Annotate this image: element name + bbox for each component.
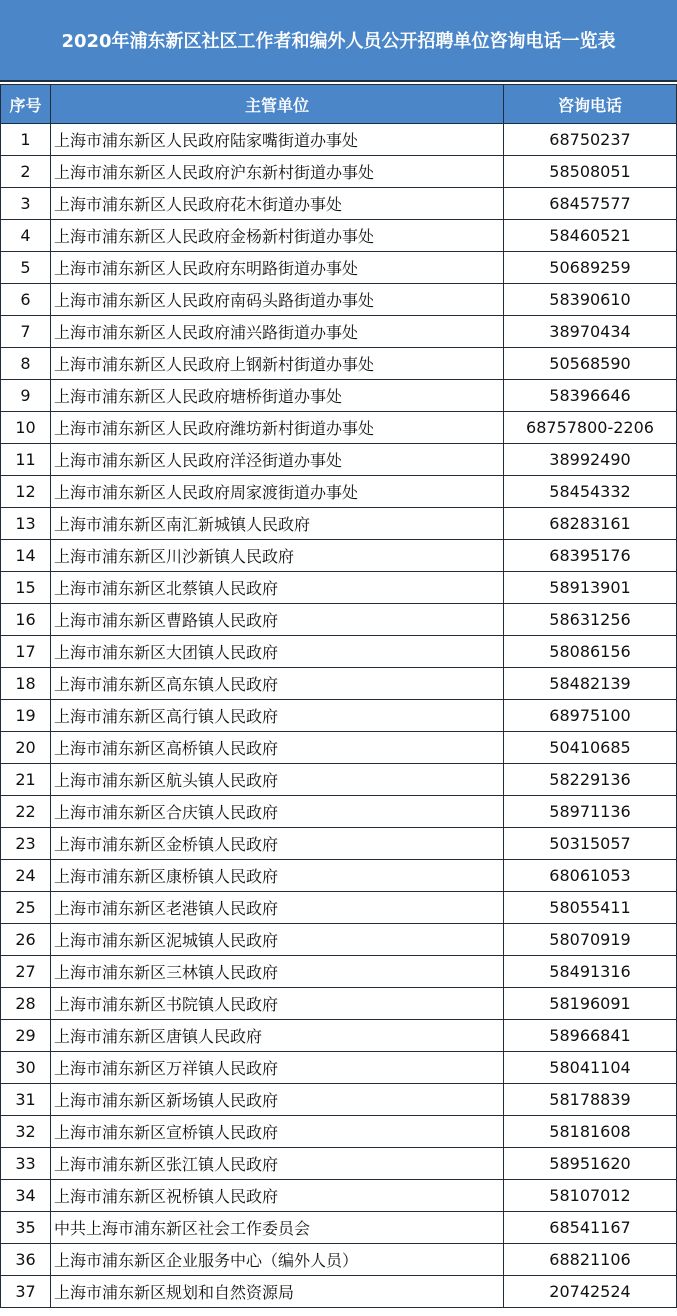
row-phone: 68395176 <box>504 540 677 572</box>
row-phone: 38970434 <box>504 316 677 348</box>
table-row <box>1 348 677 380</box>
row-phone: 58482139 <box>504 668 677 700</box>
row-phone: 20742524 <box>504 1276 677 1308</box>
table-row <box>1 1052 677 1084</box>
table-row <box>1 252 677 284</box>
table-row <box>1 732 677 764</box>
row-unit: 上海市浦东新区南汇新城镇人民政府 <box>51 508 504 540</box>
table-row <box>1 508 677 540</box>
row-unit: 上海市浦东新区人民政府潍坊新村街道办事处 <box>51 412 504 444</box>
row-index: 12 <box>1 476 51 508</box>
row-unit: 上海市浦东新区人民政府上钢新村街道办事处 <box>51 348 504 380</box>
table-row <box>1 1212 677 1244</box>
row-unit: 上海市浦东新区企业服务中心（编外人员） <box>51 1244 504 1276</box>
row-phone: 50689259 <box>504 252 677 284</box>
header-row <box>1 85 677 124</box>
table-row <box>1 1116 677 1148</box>
row-unit: 上海市浦东新区人民政府沪东新村街道办事处 <box>51 156 504 188</box>
table-row <box>1 636 677 668</box>
row-index: 15 <box>1 572 51 604</box>
row-index: 16 <box>1 604 51 636</box>
row-phone: 58181608 <box>504 1116 677 1148</box>
row-index: 36 <box>1 1244 51 1276</box>
row-phone: 68283161 <box>504 508 677 540</box>
row-unit: 上海市浦东新区祝桥镇人民政府 <box>51 1180 504 1212</box>
row-unit: 上海市浦东新区张江镇人民政府 <box>51 1148 504 1180</box>
row-unit: 上海市浦东新区金桥镇人民政府 <box>51 828 504 860</box>
row-unit: 上海市浦东新区高桥镇人民政府 <box>51 732 504 764</box>
row-index: 7 <box>1 316 51 348</box>
table-row <box>1 380 677 412</box>
row-phone: 68541167 <box>504 1212 677 1244</box>
table-row <box>1 1244 677 1276</box>
row-unit: 上海市浦东新区人民政府花木街道办事处 <box>51 188 504 220</box>
row-unit: 上海市浦东新区人民政府塘桥街道办事处 <box>51 380 504 412</box>
row-index: 8 <box>1 348 51 380</box>
row-phone: 68750237 <box>504 124 677 156</box>
row-unit: 上海市浦东新区人民政府南码头路街道办事处 <box>51 284 504 316</box>
row-phone: 68061053 <box>504 860 677 892</box>
row-index: 9 <box>1 380 51 412</box>
table-row <box>1 828 677 860</box>
row-index: 37 <box>1 1276 51 1308</box>
row-unit: 上海市浦东新区康桥镇人民政府 <box>51 860 504 892</box>
table-row <box>1 796 677 828</box>
table-row <box>1 1148 677 1180</box>
table-row <box>1 892 677 924</box>
row-unit: 上海市浦东新区高行镇人民政府 <box>51 700 504 732</box>
row-index: 30 <box>1 1052 51 1084</box>
row-unit: 上海市浦东新区万祥镇人民政府 <box>51 1052 504 1084</box>
row-unit: 上海市浦东新区人民政府东明路街道办事处 <box>51 252 504 284</box>
row-unit: 上海市浦东新区北蔡镇人民政府 <box>51 572 504 604</box>
table-row <box>1 1020 677 1052</box>
row-index: 26 <box>1 924 51 956</box>
row-index: 20 <box>1 732 51 764</box>
table-row <box>1 924 677 956</box>
row-phone: 68975100 <box>504 700 677 732</box>
row-unit: 上海市浦东新区川沙新镇人民政府 <box>51 540 504 572</box>
row-phone: 50410685 <box>504 732 677 764</box>
row-unit: 上海市浦东新区老港镇人民政府 <box>51 892 504 924</box>
row-phone: 58913901 <box>504 572 677 604</box>
row-index: 6 <box>1 284 51 316</box>
row-unit: 上海市浦东新区人民政府周家渡街道办事处 <box>51 476 504 508</box>
row-index: 22 <box>1 796 51 828</box>
table-row <box>1 604 677 636</box>
header-index: 序号 <box>1 85 51 124</box>
table-row <box>1 476 677 508</box>
row-index: 13 <box>1 508 51 540</box>
row-index: 17 <box>1 636 51 668</box>
table-row <box>1 444 677 476</box>
row-unit: 上海市浦东新区航头镇人民政府 <box>51 764 504 796</box>
row-phone: 50315057 <box>504 828 677 860</box>
row-phone: 68457577 <box>504 188 677 220</box>
row-unit: 上海市浦东新区曹路镇人民政府 <box>51 604 504 636</box>
row-phone: 58086156 <box>504 636 677 668</box>
table-row <box>1 956 677 988</box>
row-index: 33 <box>1 1148 51 1180</box>
row-index: 19 <box>1 700 51 732</box>
row-phone: 58178839 <box>504 1084 677 1116</box>
page-title: 2020年浦东新区社区工作者和编外人员公开招聘单位咨询电话一览表 <box>0 0 677 82</box>
row-index: 3 <box>1 188 51 220</box>
row-phone: 58229136 <box>504 764 677 796</box>
table-row <box>1 1276 677 1308</box>
row-index: 18 <box>1 668 51 700</box>
row-phone: 58454332 <box>504 476 677 508</box>
row-index: 32 <box>1 1116 51 1148</box>
row-phone: 50568590 <box>504 348 677 380</box>
table-row <box>1 316 677 348</box>
row-unit: 中共上海市浦东新区社会工作委员会 <box>51 1212 504 1244</box>
row-unit: 上海市浦东新区高东镇人民政府 <box>51 668 504 700</box>
row-index: 14 <box>1 540 51 572</box>
row-phone: 58107012 <box>504 1180 677 1212</box>
row-unit: 上海市浦东新区宣桥镇人民政府 <box>51 1116 504 1148</box>
row-unit: 上海市浦东新区大团镇人民政府 <box>51 636 504 668</box>
row-index: 23 <box>1 828 51 860</box>
row-unit: 上海市浦东新区书院镇人民政府 <box>51 988 504 1020</box>
row-phone: 58396646 <box>504 380 677 412</box>
table-row <box>1 188 677 220</box>
header-phone: 咨询电话 <box>504 85 677 124</box>
row-unit: 上海市浦东新区合庆镇人民政府 <box>51 796 504 828</box>
row-phone: 58390610 <box>504 284 677 316</box>
row-index: 27 <box>1 956 51 988</box>
contact-table <box>0 84 677 1308</box>
table-body <box>1 124 677 1308</box>
table-row <box>1 988 677 1020</box>
row-index: 31 <box>1 1084 51 1116</box>
row-index: 1 <box>1 124 51 156</box>
table-row <box>1 1180 677 1212</box>
row-index: 35 <box>1 1212 51 1244</box>
row-unit: 上海市浦东新区唐镇人民政府 <box>51 1020 504 1052</box>
row-unit: 上海市浦东新区三林镇人民政府 <box>51 956 504 988</box>
table-row <box>1 412 677 444</box>
row-phone: 38992490 <box>504 444 677 476</box>
table-row <box>1 124 677 156</box>
table-row <box>1 220 677 252</box>
table-row <box>1 1084 677 1116</box>
row-unit: 上海市浦东新区人民政府浦兴路街道办事处 <box>51 316 504 348</box>
row-index: 2 <box>1 156 51 188</box>
row-unit: 上海市浦东新区人民政府洋泾街道办事处 <box>51 444 504 476</box>
row-phone: 68821106 <box>504 1244 677 1276</box>
row-index: 28 <box>1 988 51 1020</box>
table-header <box>1 85 677 124</box>
row-index: 25 <box>1 892 51 924</box>
row-unit: 上海市浦东新区人民政府陆家嘴街道办事处 <box>51 124 504 156</box>
row-phone: 68757800-2206 <box>504 412 677 444</box>
row-unit: 上海市浦东新区泥城镇人民政府 <box>51 924 504 956</box>
row-phone: 58508051 <box>504 156 677 188</box>
row-index: 4 <box>1 220 51 252</box>
row-index: 24 <box>1 860 51 892</box>
row-index: 21 <box>1 764 51 796</box>
row-unit: 上海市浦东新区新场镇人民政府 <box>51 1084 504 1116</box>
row-phone: 58070919 <box>504 924 677 956</box>
row-phone: 58971136 <box>504 796 677 828</box>
row-index: 10 <box>1 412 51 444</box>
row-index: 29 <box>1 1020 51 1052</box>
row-phone: 58951620 <box>504 1148 677 1180</box>
table-row <box>1 156 677 188</box>
row-phone: 58966841 <box>504 1020 677 1052</box>
table-row <box>1 668 677 700</box>
table-row <box>1 700 677 732</box>
row-phone: 58491316 <box>504 956 677 988</box>
table-row <box>1 284 677 316</box>
header-unit: 主管单位 <box>51 85 504 124</box>
row-unit: 上海市浦东新区规划和自然资源局 <box>51 1276 504 1308</box>
row-phone: 58055411 <box>504 892 677 924</box>
row-phone: 58041104 <box>504 1052 677 1084</box>
row-index: 11 <box>1 444 51 476</box>
table-row <box>1 540 677 572</box>
row-phone: 58460521 <box>504 220 677 252</box>
table-row <box>1 860 677 892</box>
table-row <box>1 572 677 604</box>
row-phone: 58631256 <box>504 604 677 636</box>
table-row <box>1 764 677 796</box>
row-unit: 上海市浦东新区人民政府金杨新村街道办事处 <box>51 220 504 252</box>
row-phone: 58196091 <box>504 988 677 1020</box>
row-index: 5 <box>1 252 51 284</box>
row-index: 34 <box>1 1180 51 1212</box>
